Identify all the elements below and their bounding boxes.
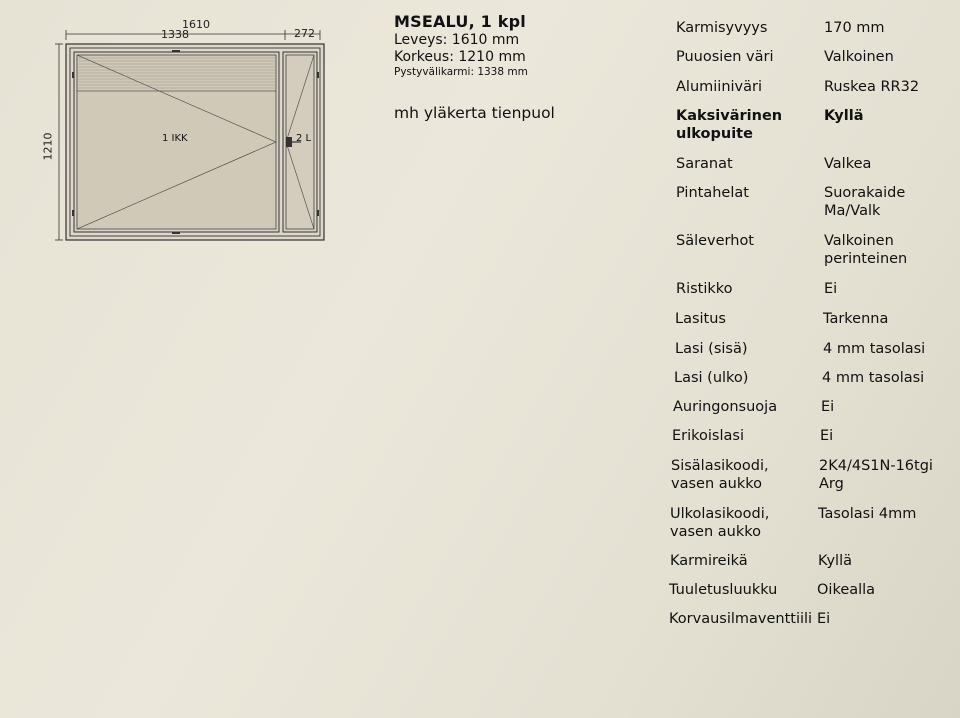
spec-value: 4 mm tasolasi: [823, 341, 926, 357]
spec-label: Pintahelat: [676, 185, 749, 201]
spec-label: Karmireikä: [670, 553, 748, 569]
spec-label: Ristikko: [676, 281, 733, 297]
dimension-total-width: 1610: [182, 18, 210, 31]
product-mullion: Pystyvälikarmi: 1338 mm: [394, 66, 528, 78]
dimension-height: 1210: [41, 132, 55, 161]
hinge-icon: [172, 232, 180, 234]
spec-value: Oikealla: [817, 582, 876, 598]
spec-label: Puuosien väri: [676, 49, 774, 65]
spec-label: Lasitus: [675, 311, 726, 327]
pane-label-right: 2 L: [296, 133, 312, 144]
spec-label: Lasi (ulko): [674, 370, 749, 386]
spec-value: Ei: [820, 428, 834, 444]
hinge-icon: [72, 210, 74, 216]
spec-label: Auringonsuoja: [673, 399, 778, 415]
spec-label: Karmisyvyys: [676, 20, 768, 36]
spec-value: Tarkenna: [823, 311, 889, 327]
spec-label: Erikoislasi: [672, 428, 744, 444]
hinge-icon: [172, 50, 180, 52]
spec-value: 170 mm: [824, 20, 885, 36]
product-header: [394, 12, 528, 78]
spec-value: 2K4/4S1N-16tgi Arg: [819, 458, 933, 492]
product-height: Korkeus: 1210 mm: [394, 49, 526, 65]
spec-label: Tuuletusluukku: [669, 582, 778, 598]
hinge-icon: [317, 210, 319, 216]
spec-label: Ulkolasikoodi, vasen aukko: [670, 506, 770, 540]
spec-value: Tasolasi 4mm: [818, 506, 917, 522]
product-width: Leveys: 1610 mm: [394, 32, 520, 48]
spec-value: Ruskea RR32: [824, 79, 920, 95]
spec-value: Ei: [817, 611, 831, 627]
spec-label: Säleverhot: [676, 233, 754, 249]
handle-icon: [286, 137, 292, 147]
spec-label: Lasi (sisä): [675, 341, 748, 357]
hinge-icon: [72, 72, 74, 78]
dimension-left-width: 1338: [161, 28, 189, 41]
spec-value: Valkoinen perinteinen: [824, 233, 908, 267]
spec-label: Saranat: [676, 156, 733, 172]
spec-label: Kaksivärinen ulkopuite: [676, 108, 783, 142]
pane-label-left: 1 IKK: [162, 133, 188, 144]
window-drawing: [41, 12, 338, 247]
spec-value: Suorakaide Ma/Valk: [824, 185, 906, 219]
spec-label: Alumiiniväri: [676, 79, 762, 95]
spec-label: Sisälasikoodi, vasen aukko: [671, 458, 769, 492]
spec-value: Ei: [821, 399, 835, 415]
product-title: MSEALU, 1 kpl: [394, 12, 526, 31]
dimension-right-width: 272: [294, 27, 315, 40]
window-elevation: [48, 12, 338, 247]
spec-value: Valkoinen: [824, 49, 894, 65]
hinge-icon: [317, 72, 319, 78]
spec-value: Kyllä: [824, 108, 864, 124]
spec-value: Ei: [824, 281, 838, 297]
product-note: mh yläkerta tienpuol: [394, 104, 555, 122]
spec-value: Kyllä: [818, 553, 852, 569]
spec-label: Korvausilmaventtiili: [669, 611, 813, 627]
spec-value: 4 mm tasolasi: [822, 370, 925, 386]
spec-value: Valkea: [824, 156, 872, 172]
